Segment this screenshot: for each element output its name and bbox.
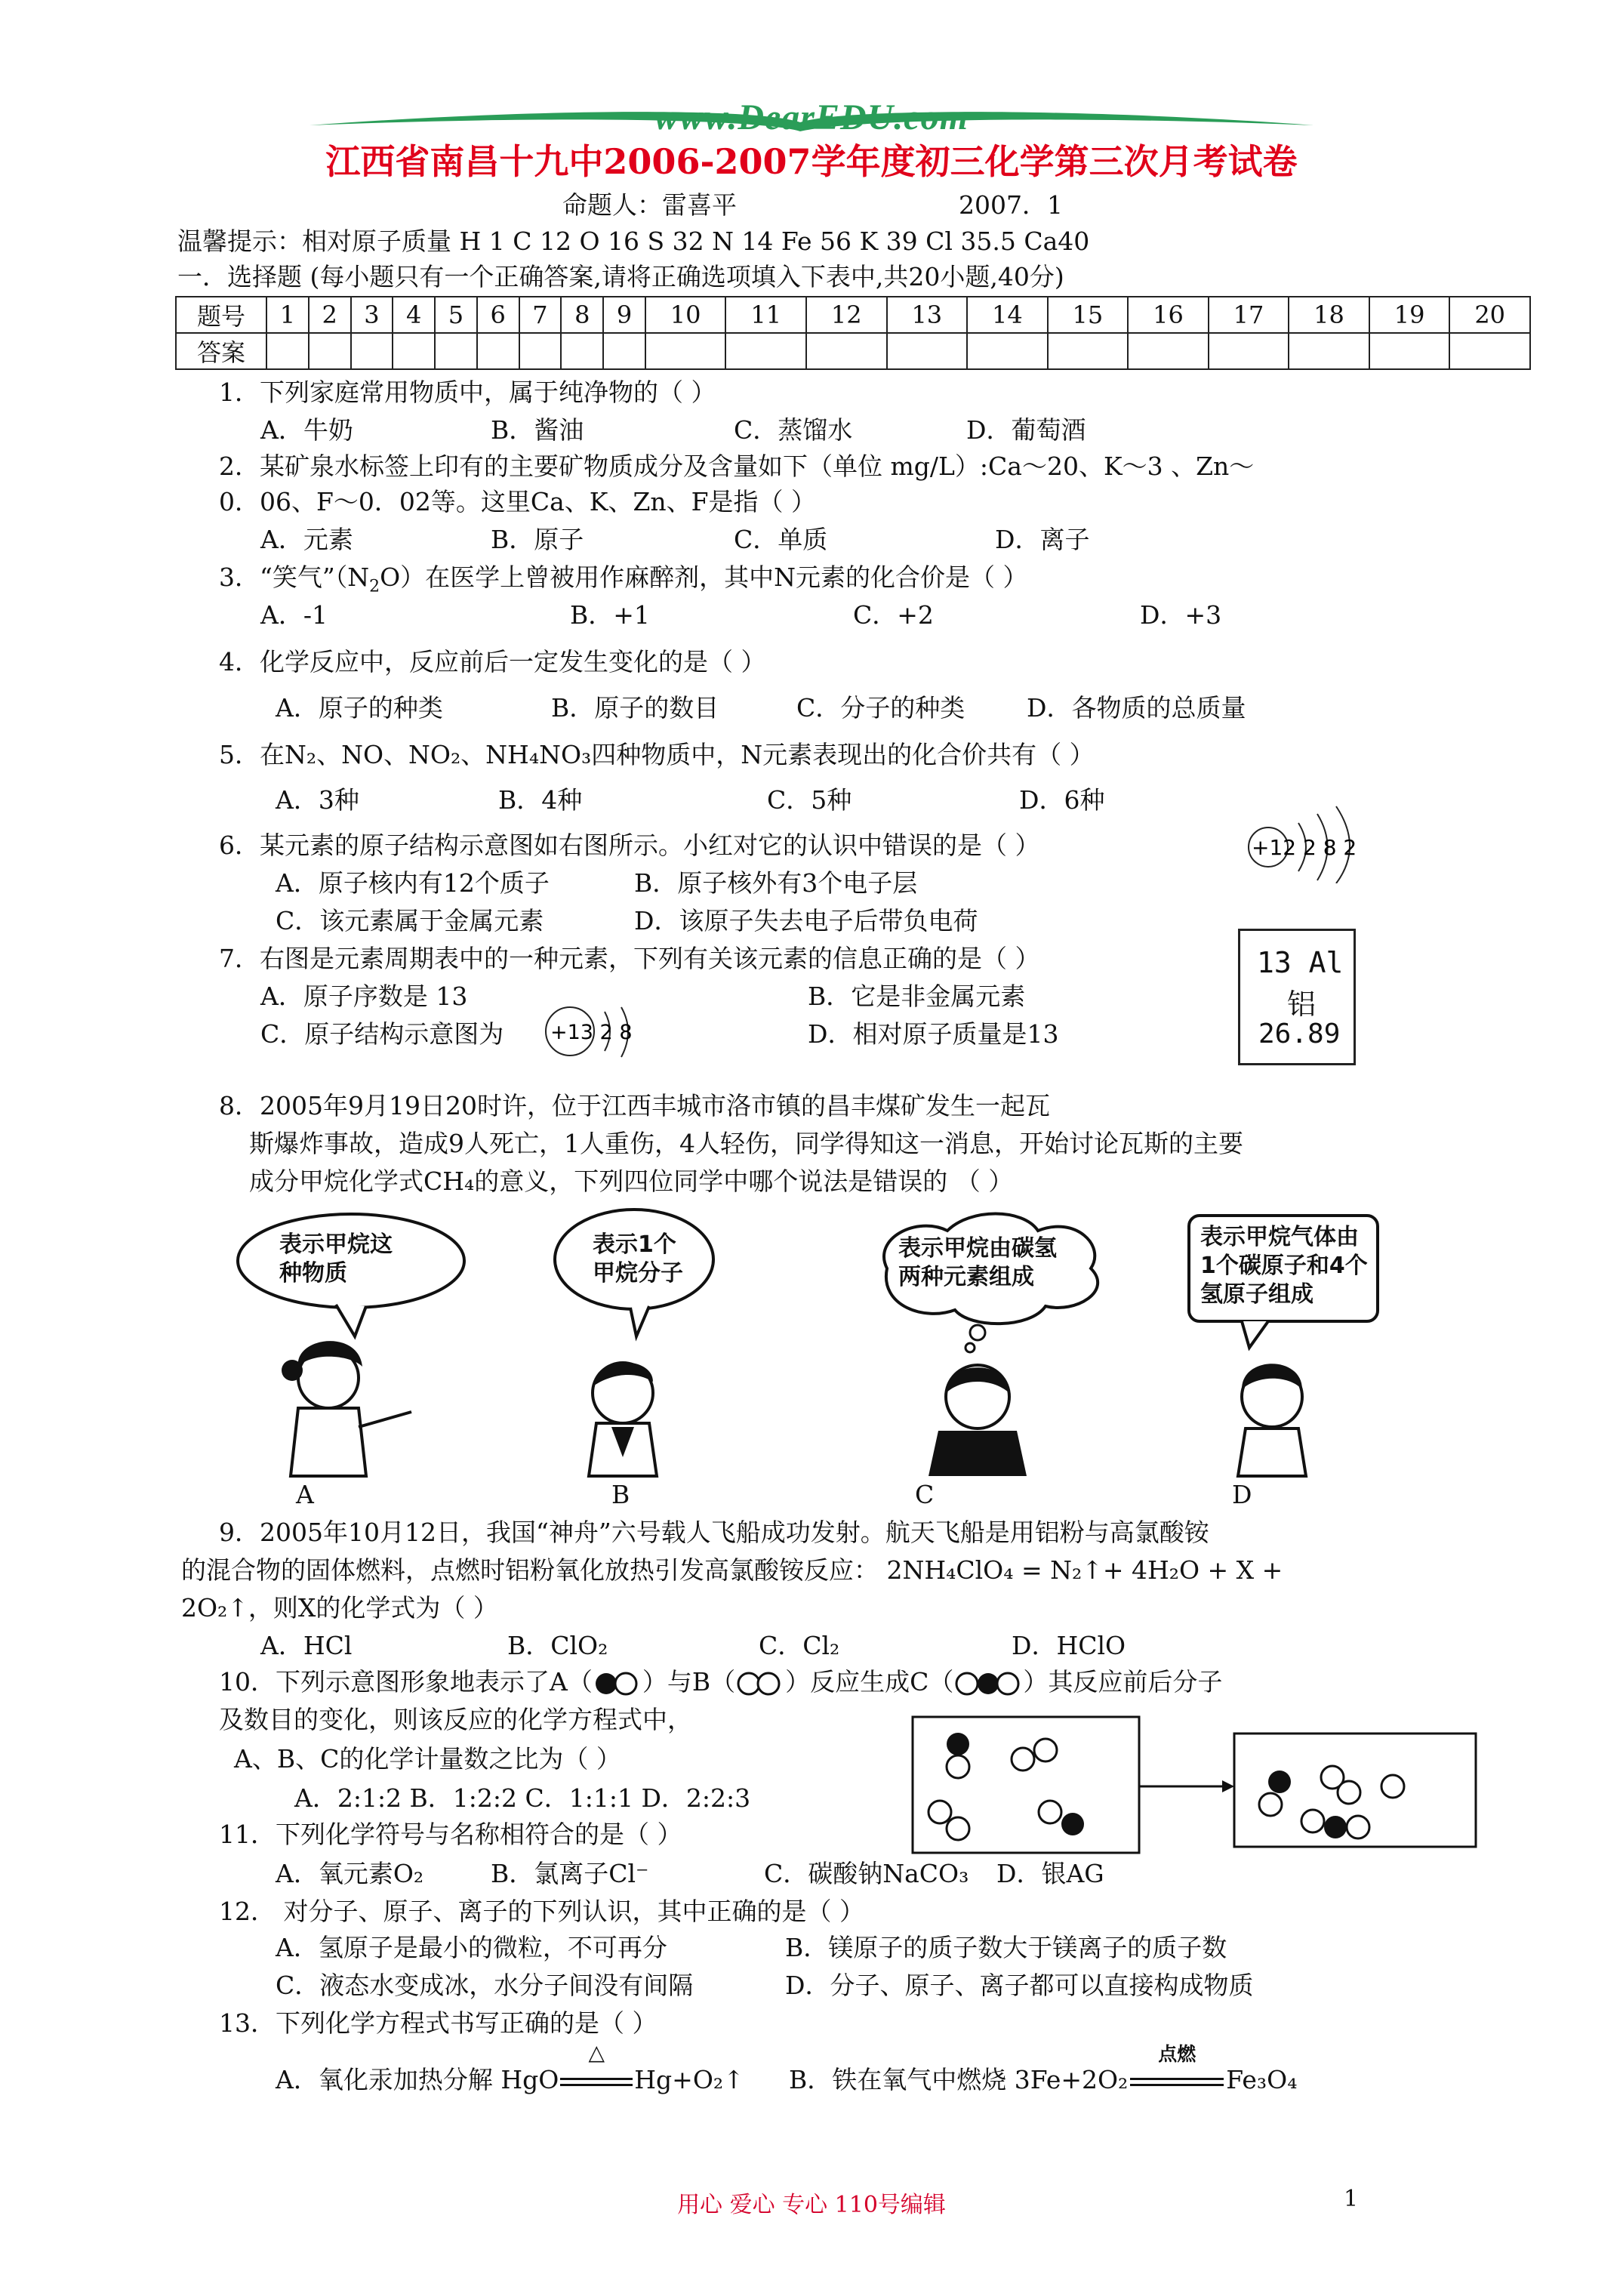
answer-cell[interactable] — [435, 333, 477, 369]
q2-option-a: A．元素 — [260, 525, 353, 554]
q8-bubble-d-text — [1200, 1223, 1368, 1309]
q13-b-reactant: B．铁在氧气中燃烧 3Fe+2O₂ — [789, 2065, 1129, 2094]
q8-bubble-d-line2: 1个碳原子和4个 — [1200, 1253, 1368, 1279]
q1-option-d: D．葡萄酒 — [966, 415, 1086, 445]
q-number-cell: 15 — [1048, 297, 1129, 333]
q13-option-a — [276, 2040, 744, 2095]
q10-stem-line1 — [219, 1667, 1222, 1697]
q13-a-product: Hg+O₂↑ — [634, 2065, 744, 2094]
q4-stem: 4．化学反应中，反应前后一定发生变化的是（ ） — [219, 647, 766, 676]
q10-stem-part2: ）与B（ — [642, 1667, 736, 1697]
answer-cell[interactable] — [1449, 333, 1530, 369]
q10-stem-line3: A、B、C的化学计量数之比为（ ） — [234, 1744, 621, 1774]
q8-student-d — [1238, 1364, 1306, 1476]
q6-atom-structure-diagram — [1246, 800, 1374, 883]
q10-molecule-a-icon — [593, 1671, 642, 1697]
q2-stem-line2: 0．06、F～0．02等。这里Ca、K、Zn、F是指（ ） — [219, 487, 817, 516]
q10-molecule-b-icon — [735, 1671, 785, 1697]
q-number-cell: 10 — [645, 297, 726, 333]
answer-cell[interactable] — [266, 333, 309, 369]
q10-stem-part1: 10．下列示意图形象地表示了A（ — [219, 1667, 593, 1697]
q-number-cell: 4 — [393, 297, 435, 333]
q13-a-condition: △ — [588, 2040, 605, 2065]
q10-stem-part3: ）反应生成C（ — [785, 1667, 954, 1697]
table-label-answer: 答案 — [176, 333, 266, 369]
q8-bubble-a-line1: 表示甲烷这 — [279, 1231, 393, 1258]
q8-stem-line2: 斯爆炸事故，造成9人死亡，1人重伤，4人轻伤，同学得知这一消息，开始讨论瓦斯的主要 — [249, 1129, 1243, 1158]
q7-option-a: A．原子序数是 13 — [260, 982, 468, 1011]
q13-stem: 13．下列化学方程式书写正确的是（ ） — [219, 2008, 658, 2038]
q6-option-b: B．原子核外有3个电子层 — [634, 868, 918, 898]
exam-date: 2007．1 — [959, 190, 1063, 220]
q5-option-d: D．6种 — [1019, 785, 1105, 815]
q8-bubble-a-line2: 种物质 — [279, 1260, 347, 1287]
q7-card-mass: 26.89 — [1258, 1019, 1341, 1049]
q7-option-c-atom-diagram — [540, 1001, 653, 1062]
q3-option-b: B．+1 — [570, 600, 650, 630]
q8-bubble-b-line1: 表示1个 — [593, 1231, 676, 1258]
q1-option-a: A．牛奶 — [260, 415, 353, 445]
answer-cell[interactable] — [1289, 333, 1369, 369]
q8-student-b — [589, 1362, 657, 1476]
q6-option-d: D．该原子失去电子后带负电荷 — [634, 906, 978, 935]
answer-cell[interactable] — [477, 333, 519, 369]
section1-title: 一．选择题 (每小题只有一个正确答案,请将正确选项填入下表中,共20小题,40分) — [177, 262, 1064, 291]
q8-bubble-b-line2: 甲烷分子 — [593, 1260, 683, 1287]
answer-table — [175, 296, 1531, 370]
q6-option-c: C．该元素属于金属元素 — [276, 906, 544, 935]
q9-stem-line3: 2O₂↑，则X的化学式为（ ） — [181, 1593, 498, 1623]
q-number-cell: 18 — [1289, 297, 1369, 333]
q3-option-c: C．+2 — [853, 600, 934, 630]
q8-bubble-c-line2: 两种元素组成 — [898, 1264, 1034, 1290]
table-label-number: 题号 — [176, 297, 266, 333]
q-number-cell: 2 — [309, 297, 351, 333]
answer-cell[interactable] — [393, 333, 435, 369]
q5-stem: 5．在N₂、NO、NO₂、NH₄NO₃四种物质中，N元素表现出的化合价共有（ ） — [219, 740, 1095, 769]
answer-cell[interactable] — [309, 333, 351, 369]
q5-option-c: C．5种 — [767, 785, 852, 815]
q-number-cell: 12 — [806, 297, 887, 333]
answer-table-number-row — [176, 297, 1530, 333]
q11-option-d: D．银AG — [996, 1859, 1104, 1888]
q11-option-b: B．氯离子Cl⁻ — [491, 1859, 649, 1888]
site-logo-text: www.DearEDU.com — [654, 97, 969, 137]
q13-b-arrow — [1128, 2043, 1226, 2095]
q9-option-a: A．HCl — [260, 1631, 353, 1660]
answer-cell[interactable] — [967, 333, 1048, 369]
q7-card-number-symbol: 13 Al — [1257, 946, 1344, 979]
q4-option-a: A．原子的种类 — [276, 693, 443, 723]
q-number-cell: 16 — [1128, 297, 1209, 333]
q2-option-c: C．单质 — [734, 525, 828, 554]
q13-a-reactant: A．氧化汞加热分解 HgO — [276, 2065, 559, 2094]
answer-cell[interactable] — [519, 333, 562, 369]
q-number-cell: 17 — [1209, 297, 1289, 333]
q-number-cell: 19 — [1369, 297, 1450, 333]
answer-cell[interactable] — [806, 333, 887, 369]
q8-label-b: B — [611, 1480, 630, 1509]
q13-option-b — [789, 2043, 1298, 2095]
q2-stem-line1: 2．某矿泉水标签上印有的主要矿物质成分及含量如下（单位 mg/L）:Ca～20、K～3 、Zn～ — [219, 451, 1255, 481]
q-number-cell: 1 — [266, 297, 309, 333]
answer-cell[interactable] — [603, 333, 645, 369]
q1-option-b: B．酱油 — [491, 415, 584, 445]
q11-option-c: C．碳酸钠NaCO₃ — [764, 1859, 969, 1888]
answer-cell[interactable] — [561, 333, 603, 369]
q-number-cell: 20 — [1449, 297, 1530, 333]
q8-bubble-b-text — [593, 1231, 683, 1288]
q10-options: A．2:1:2 B．1:2:2 C．1:1:1 D．2:2:3 — [294, 1783, 751, 1813]
q8-label-a: A — [296, 1480, 314, 1509]
answer-cell[interactable] — [645, 333, 726, 369]
q-number-cell: 9 — [603, 297, 645, 333]
q-number-cell: 5 — [435, 297, 477, 333]
q3-stem-part2: O）在医学上曾被用作麻醉剂，其中N元素的化合价是（ ） — [380, 562, 1028, 592]
q10-stem-part4: ）其反应前后分子 — [1023, 1667, 1223, 1697]
q9-stem-line2: 的混合物的固体燃料，点燃时铝粉氧化放热引发高氯酸铵反应： 2NH₄ClO₄ = N₂↑+ 4H₂O + X + — [181, 1555, 1283, 1585]
q8-stem-line1: 8．2005年9月19日20时许，位于江西丰城市洛市镇的昌丰煤矿发生一起瓦 — [219, 1091, 1050, 1120]
q8-student-a — [282, 1341, 411, 1476]
answer-cell[interactable] — [351, 333, 393, 369]
q12-option-c: C．液态水变成冰，水分子间没有间隔 — [276, 1971, 694, 2000]
q5-option-b: B．4种 — [498, 785, 583, 815]
q11-stem: 11．下列化学符号与名称相符合的是（ ） — [219, 1820, 682, 1849]
q5-option-a: A．3种 — [276, 785, 359, 815]
q8-bubble-c-line1: 表示甲烷由碳氢 — [898, 1235, 1057, 1262]
q9-stem-line1: 9．2005年10月12日，我国“神舟”六号载人飞船成功发射。航天飞船是用铝粉与高氯酸铵 — [219, 1518, 1209, 1547]
q-number-cell: 3 — [351, 297, 393, 333]
q4-option-b: B．原子的数目 — [551, 693, 719, 723]
q6-stem: 6．某元素的原子结构示意图如右图所示。小红对它的认识中错误的是（ ） — [219, 831, 1040, 860]
q2-option-b: B．原子 — [491, 525, 584, 554]
q10-reaction-diagram — [910, 1714, 1483, 1857]
answer-table-answer-row — [176, 333, 1530, 369]
q1-stem: 1．下列家庭常用物质中，属于纯净物的（ ） — [219, 378, 716, 407]
q9-option-b: B．ClO₂ — [507, 1631, 608, 1660]
q8-label-d: D — [1232, 1480, 1252, 1509]
q7-option-b: B．它是非金属元素 — [808, 982, 1026, 1011]
page-number: 1 — [1344, 2186, 1359, 2212]
q7-diagram-label: +13 2 8 — [550, 1021, 633, 1044]
q8-label-c: C — [915, 1480, 935, 1509]
q4-option-d: D．各物质的总质量 — [1027, 693, 1246, 723]
atomic-mass-tips: 温馨提示：相对原子质量 H 1 C 12 O 16 S 32 N 14 Fe 56 K 39 Cl 35.5 Ca40 — [177, 227, 1090, 256]
q13-b-condition: 点燃 — [1158, 2043, 1196, 2065]
q3-option-a: A．-1 — [260, 600, 328, 630]
answer-cell[interactable] — [1048, 333, 1129, 369]
answer-cell[interactable] — [1369, 333, 1450, 369]
q7-card-name: 铝 — [1287, 988, 1317, 1021]
q8-bubble-c-text — [898, 1234, 1057, 1292]
q12-option-b: B．镁原子的质子数大于镁离子的质子数 — [785, 1933, 1227, 1962]
author-line: 命题人：雷喜平 — [562, 190, 737, 220]
q8-student-c — [929, 1365, 1027, 1476]
q8-bubble-d-line3: 氢原子组成 — [1200, 1281, 1313, 1308]
q3-stem-part1: 3．“笑气”（N — [219, 562, 370, 592]
q13-a-arrow — [559, 2040, 634, 2095]
q12-stem: 12． 对分子、原子、离子的下列认识，其中正确的是（ ） — [219, 1897, 864, 1926]
q11-option-a: A．氧元素O₂ — [276, 1859, 424, 1888]
answer-cell[interactable] — [725, 333, 806, 369]
q10-molecule-c-icon — [953, 1671, 1023, 1697]
q2-option-d: D．离子 — [995, 525, 1090, 554]
q8-bubble-d-line1: 表示甲烷气体由 — [1200, 1224, 1359, 1250]
answer-cell[interactable] — [1209, 333, 1289, 369]
q7-element-card — [1238, 929, 1356, 1065]
q8-bubble-a-text — [279, 1231, 393, 1288]
q3-stem: 3．“笑气$”(N_2O)$在医学上曾被用作麻醉剂，其中N元素的化合价是（ ） — [219, 562, 1028, 596]
q13-b-product: Fe₃O₄ — [1226, 2065, 1298, 2094]
q6-diagram-label: +12 2 8 2 — [1252, 835, 1357, 860]
q12-option-a: A．氢原子是最小的微粒，不可再分 — [276, 1933, 667, 1962]
q7-option-d: D．相对原子质量是13 — [808, 1019, 1059, 1049]
q9-option-d: D．HClO — [1012, 1631, 1126, 1660]
q-number-cell: 13 — [887, 297, 968, 333]
q12-option-d: D．分子、原子、离子都可以直接构成物质 — [785, 1971, 1254, 2000]
footer-credit: 用心 爱心 专心 110号编辑 — [677, 2192, 946, 2218]
page-title: 江西省南昌十九中2006-2007学年度初三化学第三次月考试卷 — [325, 141, 1298, 182]
q3-option-d: D．+3 — [1140, 600, 1222, 630]
q-number-cell: 8 — [561, 297, 603, 333]
q1-option-c: C．蒸馏水 — [734, 415, 853, 445]
q10-stem-line2: 及数目的变化，则该反应的化学方程式中， — [219, 1705, 692, 1734]
q6-option-a: A．原子核内有12个质子 — [276, 868, 550, 898]
q9-option-c: C．Cl₂ — [759, 1631, 840, 1660]
q4-option-c: C．分子的种类 — [796, 693, 965, 723]
q-number-cell: 6 — [477, 297, 519, 333]
q7-option-c: C．原子结构示意图为 — [260, 1019, 504, 1049]
q-number-cell: 11 — [725, 297, 806, 333]
q7-stem: 7．右图是元素周期表中的一种元素，下列有关该元素的信息正确的是（ ） — [219, 944, 1040, 973]
q8-stem-line3: 成分甲烷化学式CH₄的意义，下列四位同学中哪个说法是错误的 （ ） — [249, 1166, 1014, 1196]
answer-cell[interactable] — [1128, 333, 1209, 369]
answer-cell[interactable] — [887, 333, 968, 369]
q-number-cell: 14 — [967, 297, 1048, 333]
q-number-cell: 7 — [519, 297, 562, 333]
